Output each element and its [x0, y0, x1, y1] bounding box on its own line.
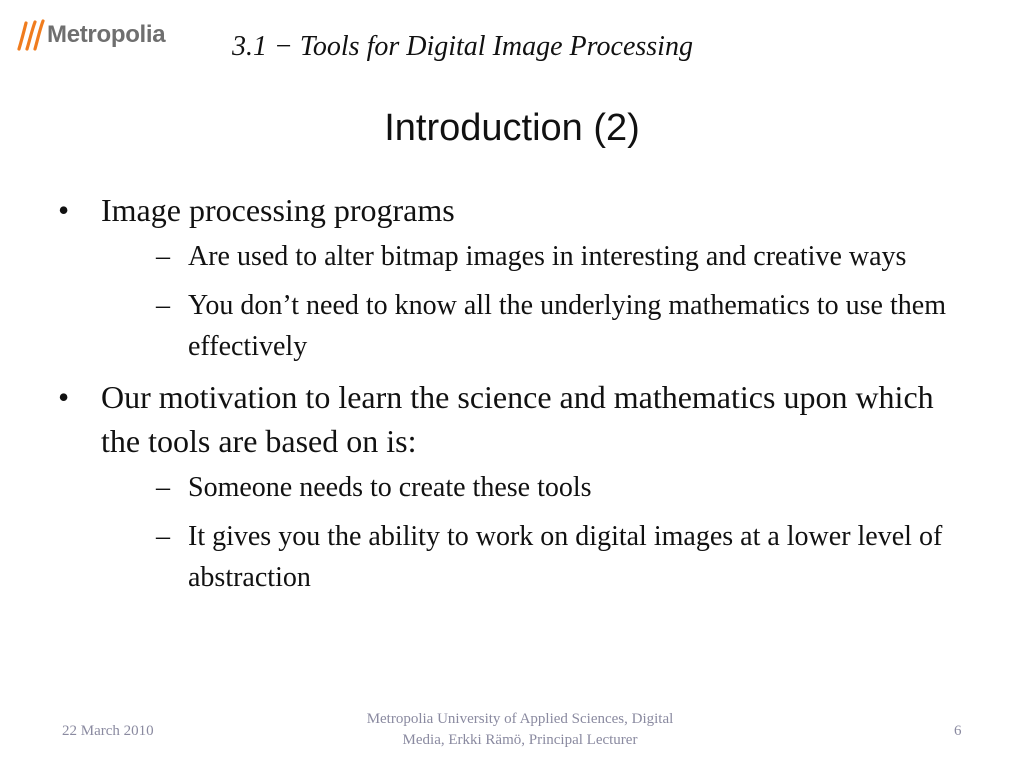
- bullet-text: Image processing programs: [101, 192, 455, 228]
- sub-bullet-list: [101, 467, 958, 598]
- bullet-item: [58, 375, 958, 598]
- page-number: 6: [954, 723, 962, 739]
- header-title: 3.1 − Tools for Digital Image Processing: [232, 31, 693, 62]
- metropolia-logo: [16, 16, 165, 54]
- slide-content: [58, 188, 958, 606]
- sub-bullet-item: – Are used to alter bitmap images in interesting and creative ways: [144, 236, 958, 277]
- footer-credit-line-1: Metropolia University of Applied Sciences, Digital: [366, 711, 674, 727]
- sub-bullet-list: [101, 236, 958, 367]
- metropolia-logo-icon: [16, 17, 46, 53]
- bullet-text: Our motivation to learn the science and mathematics upon which the tools are based on is:: [101, 379, 934, 459]
- footer-credit-line-2: Media, Erkki Rämö, Principal Lecturer: [402, 732, 638, 748]
- footer-credit: [320, 709, 720, 751]
- sub-bullet-item: – Someone needs to create these tools: [144, 467, 958, 508]
- logo-text: Metropolia: [47, 21, 166, 48]
- bullet-item: [58, 188, 958, 367]
- sub-bullet-item: – You don’t need to know all the underlying mathematics to use them effectively: [144, 285, 958, 367]
- footer-date: 22 March 2010: [62, 723, 154, 739]
- sub-bullet-item: – It gives you the ability to work on digital images at a lower level of abstraction: [144, 516, 958, 598]
- slide-title: Introduction (2): [384, 107, 640, 149]
